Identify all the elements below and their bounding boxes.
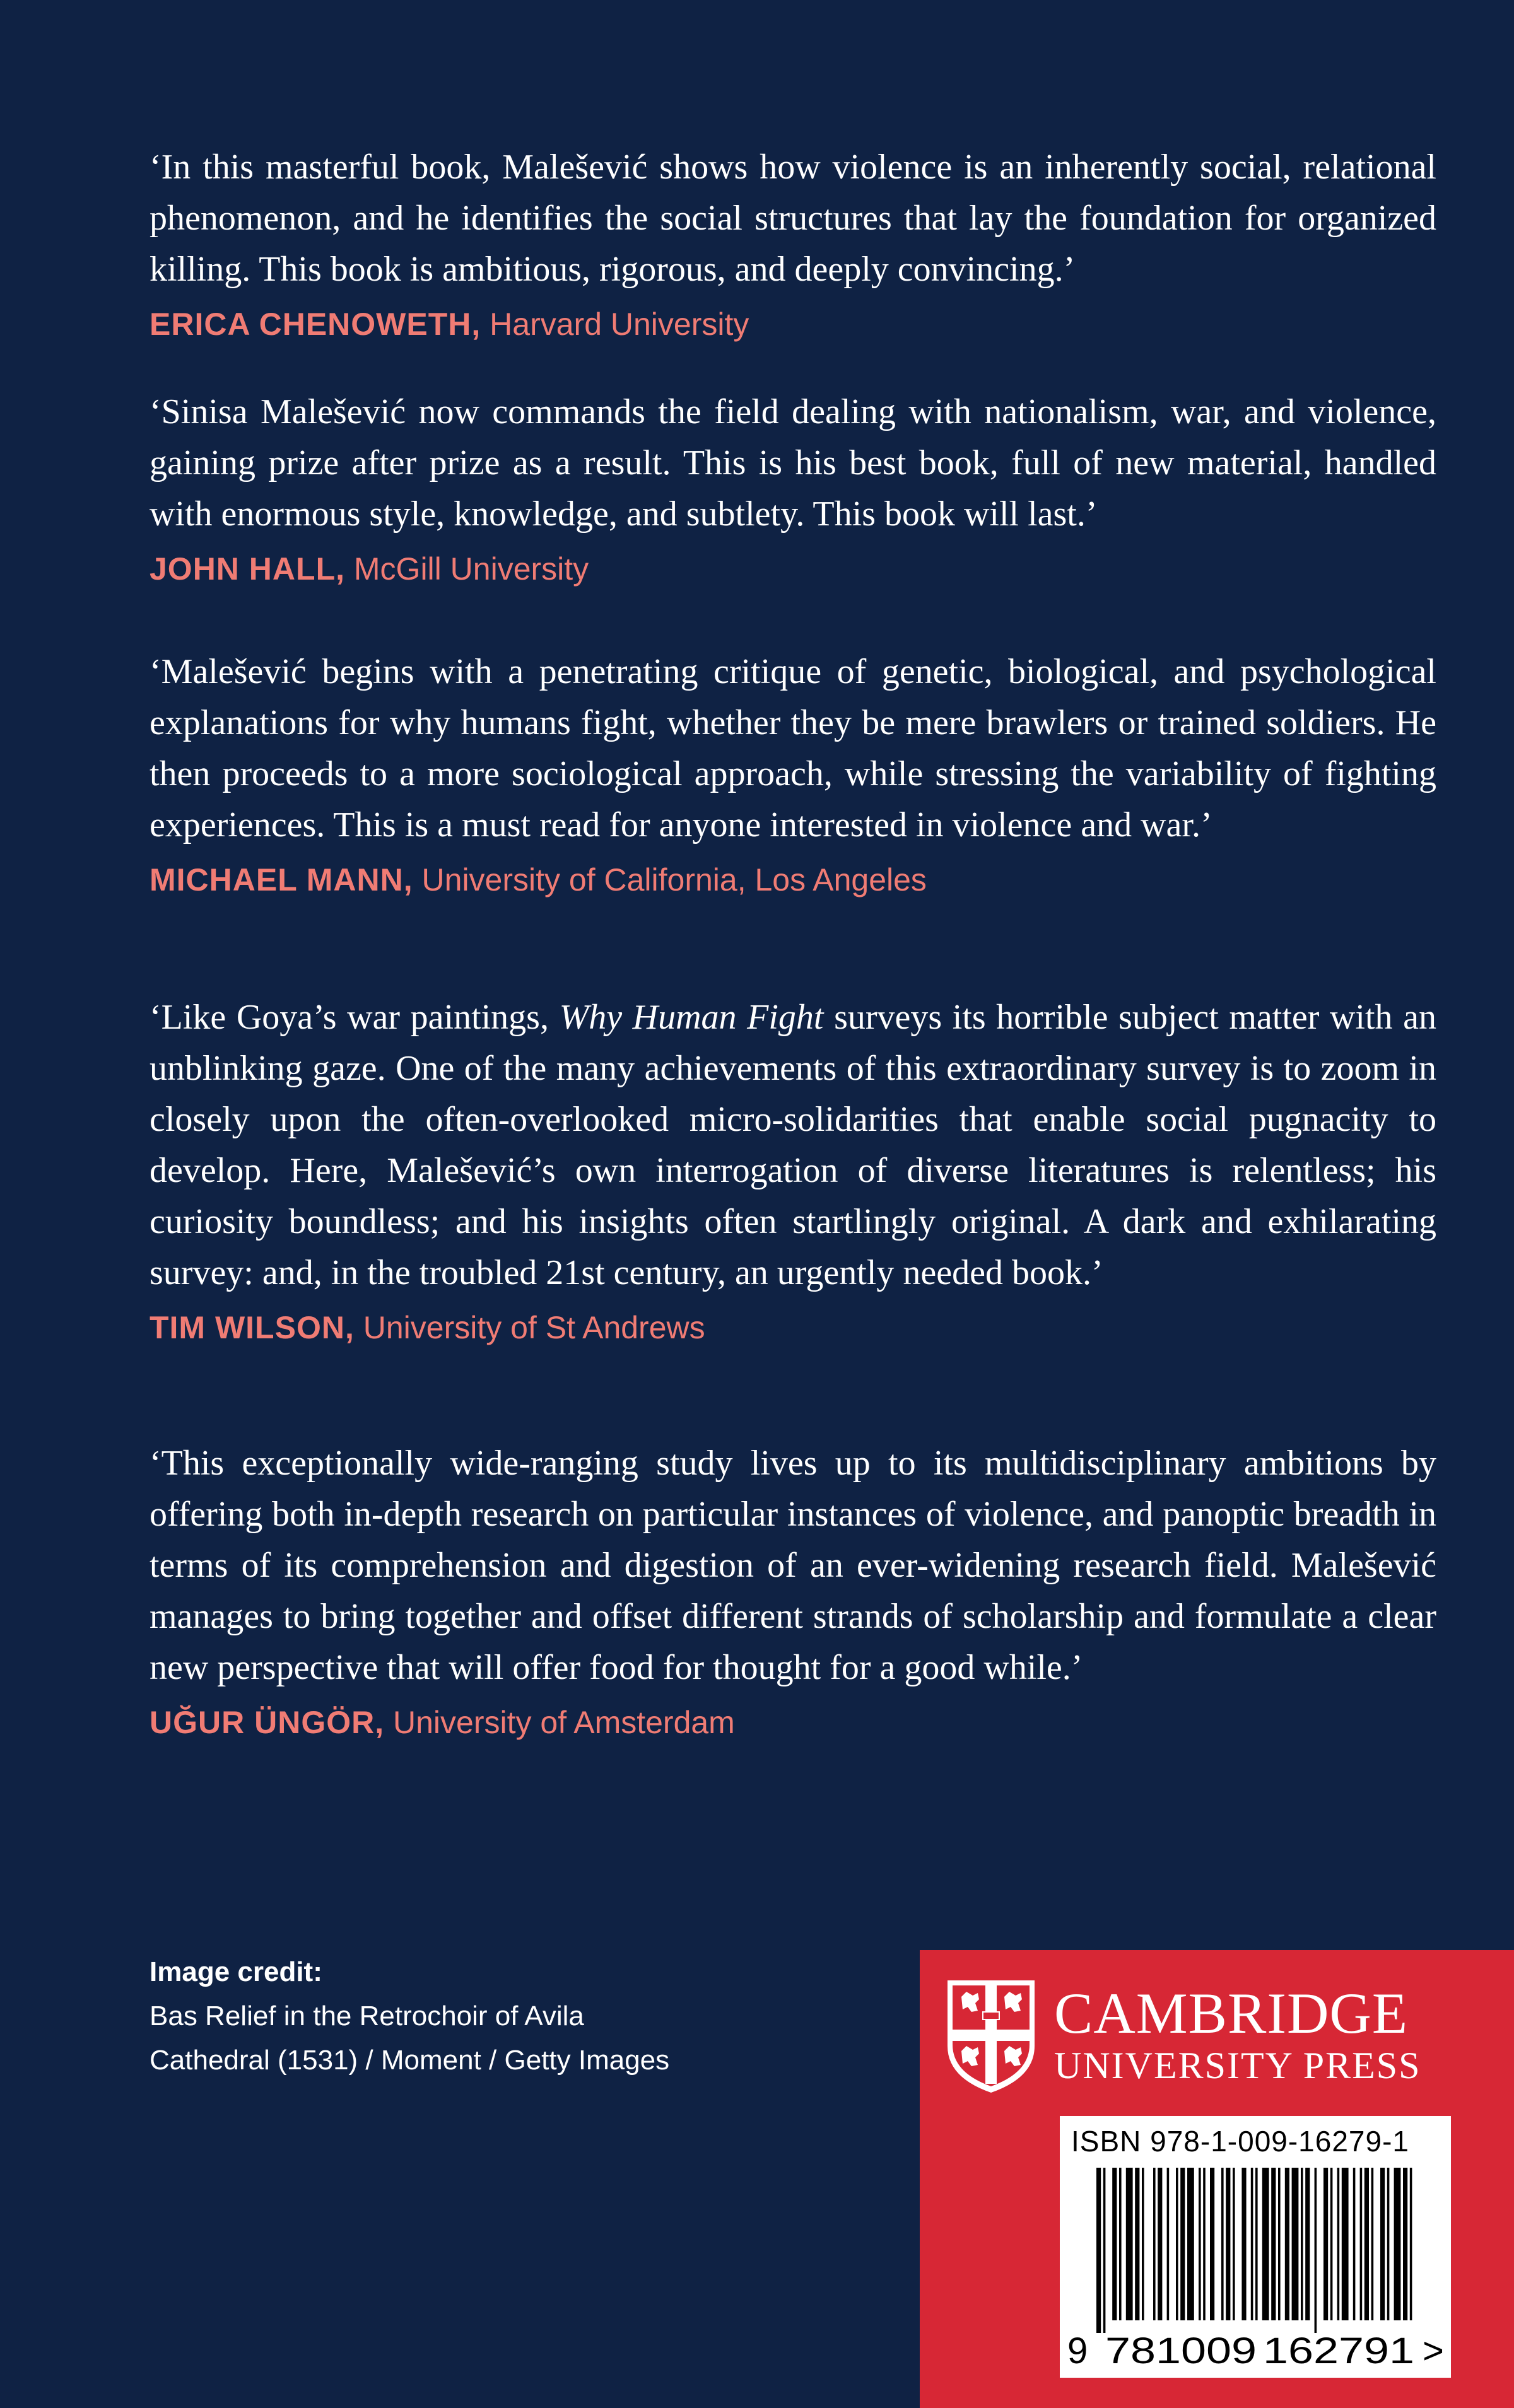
image-credit-line: Cathedral (1531) / Moment / Getty Images — [150, 2045, 670, 2076]
publisher-name-line1: CAMBRIDGE — [1054, 1981, 1409, 2045]
barcode-bar — [1221, 2168, 1224, 2320]
barcode-bar — [1135, 2168, 1139, 2320]
barcode-end-marker: > — [1423, 2330, 1444, 2371]
barcode-bar — [1285, 2168, 1289, 2320]
barcode-bar — [1305, 2168, 1310, 2320]
barcode-bar — [1403, 2168, 1407, 2320]
publisher-name-line2: UNIVERSITY PRESS — [1054, 2045, 1421, 2086]
barcode-bar — [1241, 2168, 1246, 2320]
barcode-bar — [1380, 2168, 1385, 2320]
barcode-bar — [1292, 2168, 1299, 2320]
barcode-bars — [1096, 2168, 1412, 2333]
quote-text-end: surveys its horrible subject matter with an unblinking gaze. One of the many achievements of this extraordinary survey is to zoom in closely upon the often-overlooked micro-solidarities that enable social pugnacity to develop. Here, Malešević’s own interrogation of diverse literatures is relentless; his curiosity boundless; and his insights often startlingly original. A dark and exhilarating survey: and, in the troubled 21st century, an urgently needed book.’ — [150, 998, 1436, 1292]
barcode-bar — [1394, 2168, 1401, 2320]
barcode-graphic — [1060, 2116, 1451, 2378]
barcode-bar — [1153, 2168, 1156, 2320]
barcode-bar — [1301, 2168, 1303, 2320]
quote-attribution — [150, 1704, 1436, 1741]
isbn-barcode — [1060, 2116, 1451, 2378]
quote-text: ‘Sinisa Malešević now commands the field dealing with nationalism, war, and violence, gaining prize after prize as a result. This is his best book, full of new material, handled with enormous style, knowledge, and subtlety. This book will last.’ — [150, 392, 1436, 534]
barcode-bar — [1142, 2168, 1144, 2320]
cambridge-shield-icon — [944, 1977, 1038, 2096]
barcode-bar — [1233, 2168, 1235, 2320]
barcode-bar — [1176, 2168, 1178, 2320]
barcode-bar — [1126, 2168, 1133, 2320]
quote-attribution — [150, 550, 1436, 588]
barcode-bar — [1119, 2168, 1122, 2320]
quote-attribution — [150, 305, 1436, 343]
quote-attribution — [150, 1309, 1436, 1347]
image-credit-line: Bas Relief in the Retrochoir of Avila — [150, 2001, 584, 2031]
quote-author: MICHAEL MANN, — [150, 862, 413, 897]
quote-text: ‘In this masterful book, Malešević shows how violence is an inherently social, relational phenomenon, and he identifies the social structures that lay the foundation for organized killing. This book is ambitious, rigorous, and deeply convincing.’ — [150, 148, 1436, 289]
barcode-digits-right: 162791 — [1263, 2330, 1414, 2371]
barcode-bar — [1323, 2168, 1328, 2320]
endorsement-2 — [150, 387, 1436, 646]
barcode-bar — [1330, 2168, 1333, 2320]
endorsements — [150, 142, 1436, 1816]
quote-text: ‘Malešević begins with a penetrating critique of genetic, biological, and psychological explanations for why humans fight, whether they be mere brawlers or trained soldiers. He then proceeds to a more sociological approach, while stressing the variability of fighting experiences. This is a must read for anyone interested in violence and war.’ — [150, 652, 1436, 845]
barcode-bar — [1096, 2168, 1101, 2333]
barcode-bar — [1315, 2168, 1317, 2333]
barcode-bar — [1353, 2168, 1356, 2320]
endorsement-5 — [150, 1438, 1436, 1816]
quote-text-start: ‘Like Goya’s war paintings, — [150, 998, 560, 1037]
barcode-bar — [1180, 2168, 1185, 2320]
barcode-bar — [1158, 2168, 1162, 2320]
quote-affiliation: Harvard University — [490, 307, 749, 342]
quote-text: ‘This exceptionally wide-ranging study lives up to its multidisciplinary ambitions by offering both in-depth research on particular instances of violence, and panoptic breadth in terms of its comprehension and digestion of an ever-widening research field. Malešević manages to bring together and offset different strands of scholarship and formulate a clear new perspective that will offer food for thought for a good while.’ — [150, 1444, 1436, 1687]
barcode-bar — [1387, 2168, 1390, 2320]
barcode-bar — [1271, 2168, 1276, 2320]
barcode-bar — [1199, 2168, 1201, 2320]
quote-affiliation: University of St Andrews — [363, 1310, 705, 1345]
image-credit — [150, 1950, 843, 2083]
publisher-name — [1054, 1983, 1421, 2088]
barcode-bar — [1337, 2168, 1340, 2320]
barcode-bar — [1371, 2168, 1374, 2320]
quote-attribution — [150, 861, 1436, 899]
quote-author: JOHN HALL, — [150, 551, 345, 587]
quote-affiliation: McGill University — [353, 551, 589, 587]
barcode-bar — [1342, 2168, 1349, 2320]
barcode-bar — [1167, 2168, 1170, 2320]
barcode-bar — [1226, 2168, 1230, 2320]
quote-text — [150, 992, 1436, 1299]
barcode-bar — [1187, 2168, 1194, 2320]
barcode-bar — [1360, 2168, 1363, 2320]
barcode-bar — [1364, 2168, 1369, 2320]
barcode-lead-digit: 9 — [1067, 2330, 1088, 2371]
barcode-bar — [1278, 2168, 1281, 2320]
barcode-bar — [1410, 2168, 1412, 2320]
image-credit-title: Image credit: — [150, 1956, 322, 1987]
quote-affiliation: University of Amsterdam — [393, 1705, 735, 1740]
barcode-digits-left: 781009 — [1105, 2330, 1257, 2371]
barcode-bar — [1251, 2168, 1253, 2320]
quote-author: UĞUR ÜNGÖR, — [150, 1705, 385, 1740]
quote-affiliation: University of California, Los Angeles — [421, 862, 927, 897]
quote-author: ERICA CHENOWETH, — [150, 307, 481, 342]
quote-author: TIM WILSON, — [150, 1310, 355, 1345]
barcode-bar — [1262, 2168, 1269, 2320]
publisher-logo — [944, 1977, 1499, 2103]
barcode-bar — [1112, 2168, 1117, 2320]
barcode-bar — [1210, 2168, 1214, 2320]
isbn-number: ISBN 978-1-009-16279-1 — [1071, 2125, 1409, 2158]
publisher-block — [920, 1950, 1514, 2408]
endorsement-4 — [150, 992, 1436, 1438]
endorsement-3 — [150, 646, 1436, 992]
barcode-bar — [1255, 2168, 1258, 2320]
book-title: Why Human Fight — [559, 998, 824, 1037]
barcode-bar — [1203, 2168, 1206, 2320]
barcode-bar — [1103, 2168, 1106, 2333]
endorsement-1 — [150, 142, 1436, 387]
